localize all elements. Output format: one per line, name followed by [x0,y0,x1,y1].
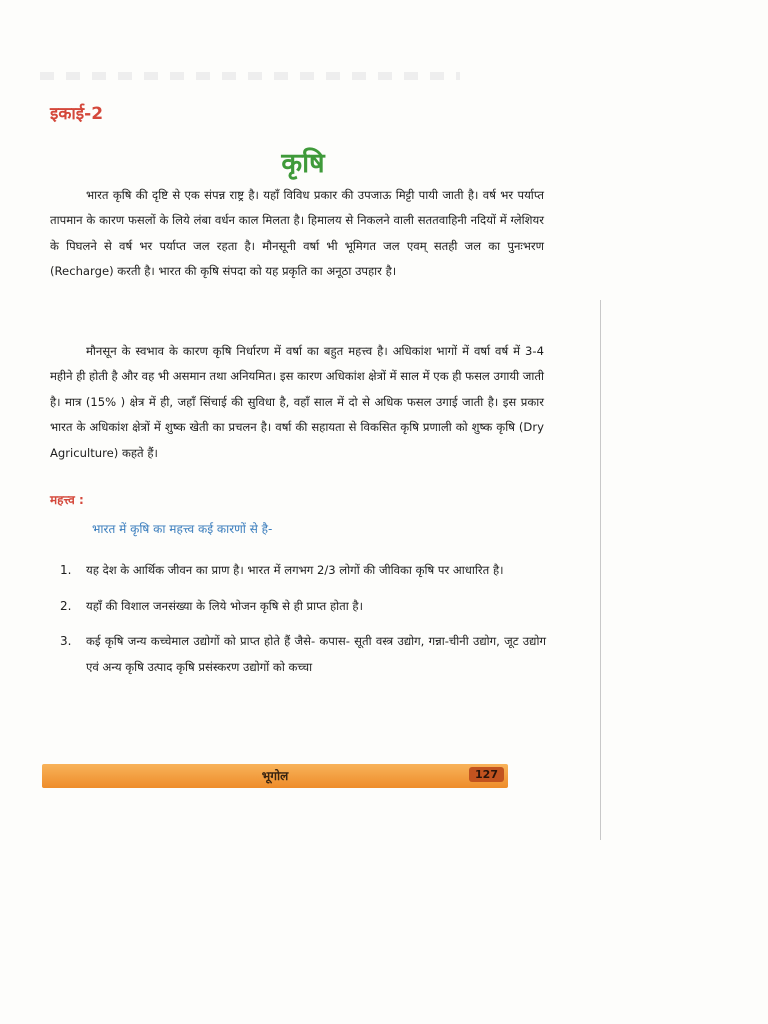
page-number: 127 [469,767,504,782]
list-item [50,558,546,584]
list-text: कई कृषि जन्य कच्चेमाल उद्योगों को प्राप्त होते हैं जैसे- कपास- सूती वस्त्र उद्योग, गन्ना-चीनी उद्योग, जूट उद्योग एवं अन्य कृषि उत्पाद कृषि प्रसंस्करण उद्योगों को कच्चा [86,634,546,674]
list-item [50,629,546,680]
chapter-title: कृषि [281,148,325,179]
footer-bar [42,764,508,788]
list-number: 3. [60,634,72,648]
unit-label: इकाई-2 [50,104,104,124]
list-item [50,594,546,620]
section-intro: भारत में कृषि का महत्त्व कई कारणों से है- [92,522,273,536]
list-number: 1. [60,563,72,577]
list-text: यह देश के आर्थिक जीवन का प्राण है। भारत में लगभग 2/3 लोगों की जीविका कृषि पर आधारित है। [86,563,504,577]
bleed-through-text [40,72,460,80]
section-heading: महत्त्व : [50,493,84,507]
list-text: यहाँ की विशाल जनसंख्या के लिये भोजन कृषि से ही प्राप्त होता है। [86,598,363,613]
importance-list [50,558,546,690]
footer-subject: भूगोल [261,769,289,783]
paragraph-2: मौनसून के स्वभाव के कारण कृषि निर्धारण में वर्षा का बहुत महत्त्व है। अधिकांश भागों में वर्षा वर्ष में 3-4 महीने ही होती है और वह भी असमान तथा अनियमित। इस कारण अधिकांश क्षेत्रों में साल में एक ही फसल उगायी जाती है। मात्र (15% ) क्षेत्र में ही, जहाँ सिंचाई की सुविधा है, वहाँ साल में दो से अधिक फसल उगाई जाती है। इस प्रकार भारत के अधिकांश क्षेत्रों में शुष्क खेती का प्रचलन है। वर्षा की सहायता से विकसित कृषि प्रणाली को शुष्क कृषि (Dry Agriculture) कहते हैं। [50,343,544,460]
list-number: 2. [60,598,72,613]
scan-margin-line [600,300,601,840]
paragraph-1: भारत कृषि की दृष्टि से एक संपन्न राष्ट्र है। यहाँ विविध प्रकार की उपजाऊ मिट्टी पायी जाती है। वर्ष भर पर्याप्त तापमान के कारण फसलों के लिये लंबा वर्धन काल मिलता है। हिमालय से निकलने वाली सततवाहिनी नदियों में ग्लेशियर के पिघलने से वर्ष भर पर्याप्त जल रहता है। मौनसूनी वर्षा भी भूमिगत जल एवम् सतही जल का पुनःभरण (Recharge) करती है। भारत की कृषि संपदा को यह प्रकृति का अनूठा उपहार है। [50,187,544,279]
